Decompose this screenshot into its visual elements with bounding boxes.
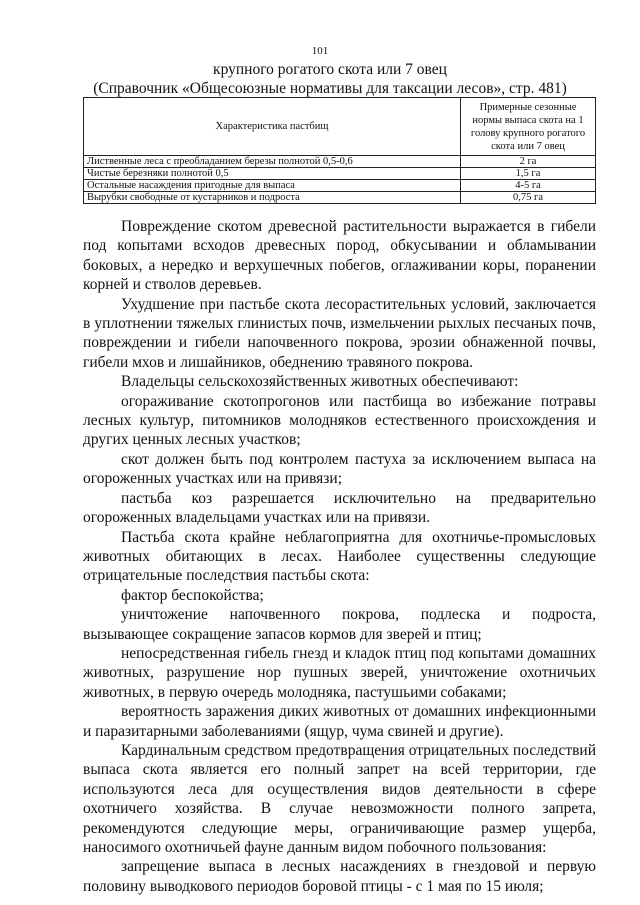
- table-row: [84, 180, 596, 192]
- table-caption-line-2: (Справочник «Общесоюзные нормативы для таксации лесов», стр. 481): [93, 80, 567, 97]
- body-text: [83, 217, 596, 896]
- header-grazing-norm: Примерные сезонные нормы выпаса скота на 1 голову крупного рогатого скота или 7 овец: [461, 98, 596, 156]
- norm-cell: 4-5 га: [461, 180, 596, 192]
- table-header-row: [84, 98, 596, 156]
- pasture-cell: Чистые березняки полнотой 0,5: [84, 168, 461, 180]
- norm-cell: 2 га: [461, 156, 596, 168]
- pasture-cell: Лиственные леса с преобладанием березы полнотой 0,5-0,6: [84, 156, 461, 168]
- table-caption-line-1: крупного рогатого скота или 7 овец: [213, 61, 447, 78]
- paragraph: скот должен быть под контролем пастуха за исключением выпаса на огороженных участках или на привязи;: [83, 450, 596, 488]
- pasture-cell: Остальные насаждения пригодные для выпаса: [84, 180, 461, 192]
- table-row: [84, 156, 596, 168]
- paragraph: запрещение выпаса в лесных насаждениях в гнездовой и первую половину выводкового периодов боровой птицы - с 1 мая по 15 июля;: [83, 858, 596, 895]
- paragraph: пастьба коз разрешается исключительно на предварительно огороженных владельцами участках или на привязи.: [83, 489, 596, 527]
- paragraph: непосредственная гибель гнезд и кладок птиц под копытами домашних животных, разрушение нор пушных зверей, уничтожение охотничьих животных, в первую очередь молодняка, пастушьими собаками;: [83, 644, 596, 701]
- table-row: [84, 192, 596, 204]
- paragraph: Повреждение скотом древесной растительности выражается в гибели под копытами всходов древесных пород, обкусывании и обламывании боковых, а нередко и верхушечных побегов, оглаживании коры, поранении корней и стволов деревьев.: [83, 218, 596, 294]
- paragraph: Ухудшение при пастьбе скота лесорастительных условий, заключается в уплотнении тяжелых глинистых почв, измельчении рыхлых песчаных почв, повреждении и гибели напочвенного покрова, эрозии обнаженной почвы, гибели мхов и лишайников, обеднению травяного покрова.: [83, 295, 596, 371]
- norm-cell: 1,5 га: [461, 168, 596, 180]
- table-row: [84, 168, 596, 180]
- pasture-cell: Вырубки свободные от кустарников и подроста: [84, 192, 461, 204]
- paragraph: Пастьба скота крайне неблагоприятна для охотничье-промысловых животных обитающих в лесах. Наиболее существенны следующие отрицательные последствия пастьбы скота:: [83, 528, 596, 585]
- paragraph: уничтожение напочвенного покрова, подлеска и подроста, вызывающее сокращение запасов кормов для зверей и птиц;: [83, 606, 596, 643]
- paragraph: Владельцы сельскохозяйственных животных обеспечивают:: [121, 373, 519, 391]
- norm-cell: 0,75 га: [461, 192, 596, 204]
- paragraph: вероятность заражения диких животных от домашних инфекционными и паразитарными заболеваниями (ящур, чума свиней и другие).: [83, 703, 596, 740]
- paragraph: фактор беспокойства;: [121, 586, 264, 604]
- header-pasture-characteristic: Характеристика пастбищ: [84, 98, 461, 156]
- paragraph: огораживание скотопрогонов или пастбища во избежание потравы лесных культур, питомников молодняков естественного происхождения и других ценных лесных участков;: [83, 392, 596, 449]
- page-number: 101: [311, 45, 329, 57]
- paragraph: Кардинальным средством предотвращения отрицательных последствий выпаса скота является его полный запрет на всей территории, где используются леса для осуществления видов деятельности в сфере охотничего хозяйства. В случае невозможности полного запрета, рекомендуются следующие меры, ограничивающие размер ущерба, наносимого охотничьей фауне данным видом побочного пользования:: [83, 741, 597, 856]
- grazing-norms-table: [83, 97, 596, 204]
